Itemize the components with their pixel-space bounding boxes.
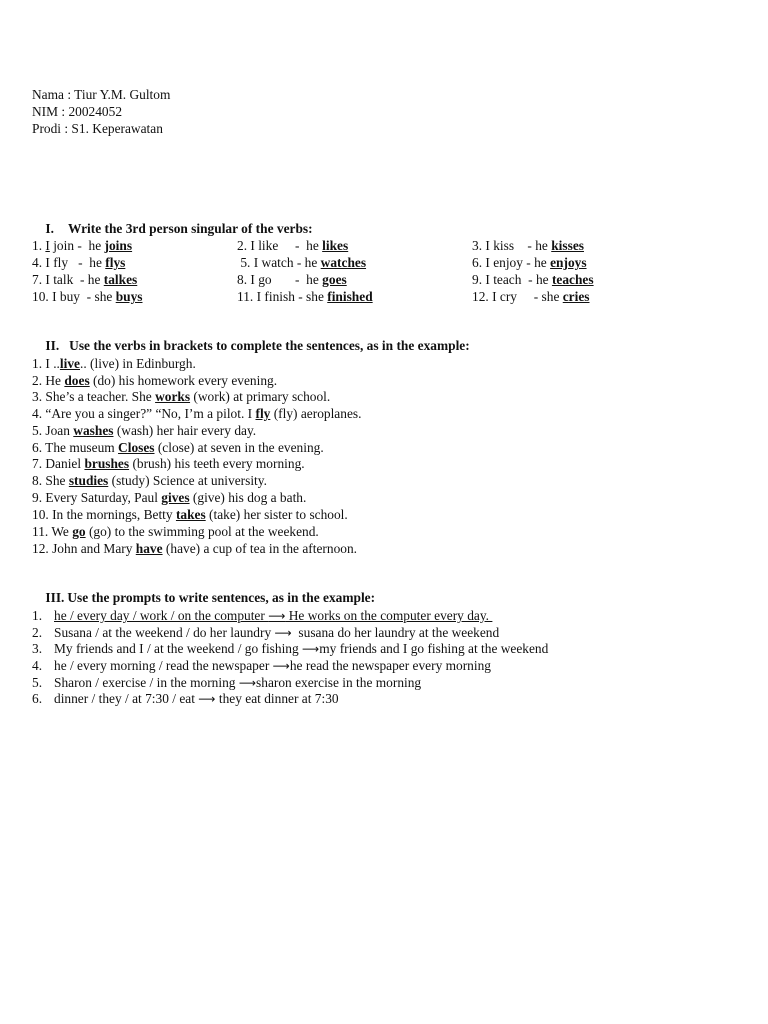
verb-answer: kisses — [551, 238, 584, 253]
verb-item: 11. I finish - she finished — [237, 289, 373, 304]
verb-item: 1. I join - he joins — [32, 238, 133, 253]
sentence-answer: washes — [73, 423, 114, 438]
verb-answer: flys — [105, 255, 126, 270]
sentence-item: 11. We go (go) to the swimming pool at the weekend. — [32, 524, 319, 539]
verb-answer: likes — [322, 238, 349, 253]
arrow-icon: ⟶ — [238, 676, 257, 690]
prompt-item: 6. dinner / they / at 7:30 / eat ⟶ they eat dinner at 7:30 — [32, 691, 339, 706]
verb-item: 2. I like - he likes — [237, 238, 349, 253]
prompt-item: 3. My friends and I / at the weekend / go fishing ⟶my friends and I go fishing at the weekend — [32, 641, 549, 656]
verb-answer: buys — [115, 289, 143, 304]
verb-answer: goes — [322, 272, 347, 287]
verb-item: 6. I enjoy - he enjoys — [472, 255, 587, 270]
sentence-item: 1. I ..live.. (live) in Edinburgh. — [32, 356, 196, 371]
verb-answer: watches — [320, 255, 367, 270]
sentence-item: 9. Every Saturday, Paul gives (give) his dog a bath. — [32, 490, 307, 505]
verb-answer: talkes — [103, 272, 138, 287]
verb-answer: joins — [104, 238, 133, 253]
arrow-icon: ⟶ — [302, 642, 320, 656]
prompt-item: 1. he / every day / work / on the computer ⟶ He works on the computer every day. — [32, 608, 493, 623]
verb-item: 8. I go - he goes — [237, 272, 347, 287]
sentence-answer: gives — [161, 490, 190, 505]
section-1-title: Write the 3rd person singular of the verbs: — [67, 221, 313, 236]
section-1-number: I. — [45, 221, 54, 236]
prompt-item: 4. he / every morning / read the newspaper ⟶he read the newspaper every morning — [32, 658, 491, 673]
sentence-answer: have — [135, 541, 163, 556]
sentence-item: 6. The museum Closes (close) at seven in the evening. — [32, 440, 324, 455]
sentence-answer: studies — [68, 473, 109, 488]
arrow-icon: ⟶ — [198, 692, 216, 706]
sentence-answer: takes — [175, 507, 206, 522]
verb-item: 12. I cry - she cries — [472, 289, 590, 304]
student-prodi: Prodi : S1. Keperawatan — [32, 121, 163, 136]
sentence-answer: does — [64, 373, 90, 388]
sentence-answer: brushes — [84, 456, 130, 471]
arrow-icon: ⟶ — [272, 659, 290, 673]
section-3-title: Use the prompts to write sentences, as in the example: — [67, 590, 376, 605]
verb-answer: finished — [327, 289, 373, 304]
verb-item: 3. I kiss - he kisses — [472, 238, 584, 253]
verb-answer: enjoys — [550, 255, 587, 270]
verb-item: 9. I teach - he teaches — [472, 272, 594, 287]
arrow-icon: ⟶ — [268, 609, 286, 623]
section-2-title: Use the verbs in brackets to complete the sentences, as in the example: — [69, 338, 470, 353]
sentence-answer: works — [155, 389, 191, 404]
sentence-item: 2. He does (do) his homework every evening. — [32, 373, 278, 388]
sentence-item: 10. In the mornings, Betty takes (take) her sister to school. — [32, 507, 348, 522]
sentence-answer: fly — [255, 406, 271, 421]
verb-item: 7. I talk - he talkes — [32, 272, 138, 287]
verb-item: 4. I fly - he flys — [32, 255, 126, 270]
verb-item: 10. I buy - she buys — [32, 289, 143, 304]
sentence-answer: live — [59, 356, 80, 371]
verb-item: 5. I watch - he watches — [237, 255, 367, 270]
section-2-number: II. — [45, 338, 60, 353]
arrow-icon: ⟶ — [274, 626, 292, 640]
sentence-item: 8. She studies (study) Science at university. — [32, 473, 267, 488]
prompt-item: 5. Sharon / exercise / in the morning ⟶sharon exercise in the morning — [32, 675, 422, 690]
sentence-item: 3. She’s a teacher. She works (work) at primary school. — [32, 389, 331, 404]
sentence-answer: go — [72, 524, 86, 539]
student-nim: NIM : 20024052 — [32, 104, 123, 119]
prompt-item: 2. Susana / at the weekend / do her laundry ⟶ susana do her laundry at the weekend — [32, 625, 500, 640]
sentence-item: 4. “Are you a singer?” “No, I’m a pilot. I fly (fly) aeroplanes. — [32, 406, 362, 421]
sentence-answer: Closes — [118, 440, 155, 455]
verb-answer: teaches — [551, 272, 594, 287]
student-name: Nama : Tiur Y.M. Gultom — [32, 87, 171, 102]
section-3-number: III. — [45, 590, 65, 605]
sentence-item: 7. Daniel brushes (brush) his teeth every morning. — [32, 456, 305, 471]
verb-answer: cries — [562, 289, 590, 304]
sentence-item: 5. Joan washes (wash) her hair every day. — [32, 423, 257, 438]
sentence-item: 12. John and Mary have (have) a cup of tea in the afternoon. — [32, 541, 358, 556]
